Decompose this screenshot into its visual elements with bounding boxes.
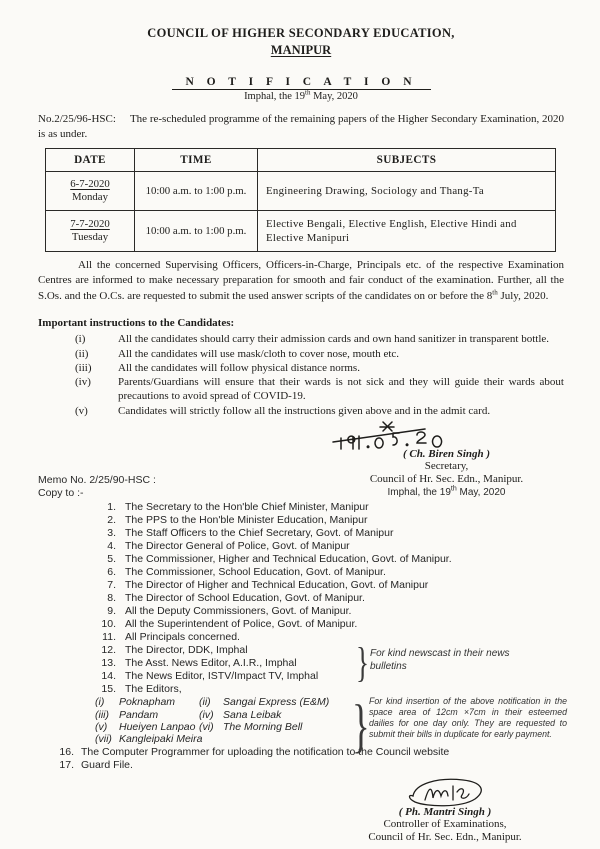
exam-time: 10:00 a.m. to 1:00 p.m. xyxy=(135,172,258,211)
reference-paragraph xyxy=(38,112,564,142)
instruction-item: (v) Candidates will strictly follow all the instructions given above and in the admit card. xyxy=(75,404,491,417)
copy-list-item: 8. The Director of School Education, Govt. of Manipur. xyxy=(107,592,365,605)
notification-place-date: Imphal, the 19th May, 2020 xyxy=(244,88,358,102)
newscast-brace: } xyxy=(356,640,370,687)
copy-list-item: 15. The Editors, xyxy=(101,683,182,696)
editors-row: (vii) Kangleipaki Meira xyxy=(95,733,203,746)
copy-list-item: 17. Guard File. xyxy=(59,758,133,771)
instructions-list xyxy=(38,333,564,418)
copy-to-list xyxy=(38,501,567,771)
instructions-heading: Important instructions to the Candidates: xyxy=(38,317,235,330)
exam-schedule-table xyxy=(45,148,556,252)
copy-list-item: 6. The Commissioner, School Education, Govt. of Manipur. xyxy=(107,566,386,579)
insertion-note: For kind insertion of the above notification in the space area of 12cm ×7cm in their esteemed dailies for one day only. They are requested to submit their bills in duplicate for early payment. xyxy=(369,696,567,739)
controller-handwritten-signature xyxy=(399,774,491,808)
secretary-handwritten-date-signature xyxy=(329,420,457,450)
exam-date: 6-7-2020 xyxy=(70,178,110,190)
org-name-line1: COUNCIL OF HIGHER SECONDARY EDUCATION, xyxy=(147,26,455,40)
table-row xyxy=(46,172,556,211)
copy-list-item: 16. The Computer Programmer for uploading the notification to the Council website xyxy=(59,745,450,758)
instruction-item: (iv) Parents/Guardians will ensure that their wards is not sick and they will guide their wards about precautions to avoid spread of COVID-19. xyxy=(75,376,564,403)
controller-signature-block xyxy=(330,774,560,844)
secretary-title: Secretary, xyxy=(424,460,469,473)
col-header-time: TIME xyxy=(135,149,258,172)
exam-day: Tuesday xyxy=(71,231,109,243)
reference-text: The re-scheduled programme of the remaining papers of the Higher Secondary Examination, 2020 is as under. xyxy=(38,113,564,140)
exam-subjects: Engineering Drawing, Sociology and Thang-Ta xyxy=(258,172,556,211)
insertion-brace: } xyxy=(352,692,370,759)
notification-header xyxy=(38,72,564,102)
copy-list-item: 3. The Staff Officers to the Chief Secretary, Govt. of Manipur xyxy=(107,527,394,540)
memo-number: Memo No. 2/25/90-HSC : xyxy=(38,474,156,487)
copy-list-item: 11. All Principals concerned. xyxy=(102,631,240,644)
col-header-date: DATE xyxy=(46,149,135,172)
controller-name: ( Ph. Mantri Singh ) xyxy=(398,805,492,818)
instruction-item: (ii) All the candidates will use mask/cloth to cover nose, mouth etc. xyxy=(75,347,400,360)
instruction-item: (iii) All the candidates will follow physical distance norms. xyxy=(75,362,360,374)
exam-date: 7-7-2020 xyxy=(70,218,110,230)
instruction-item: (i) All the candidates should carry their admission cards and own hand sanitizer in transparent bottle. xyxy=(75,333,550,346)
editors-row: (i) Poknapham (ii) Sangai Express (E&M) xyxy=(95,696,330,709)
table-row xyxy=(46,211,556,252)
copy-list-item: 7. The Director of Higher and Technical Education, Govt. of Manipur xyxy=(107,579,429,592)
controller-title: Controller of Examinations, xyxy=(383,817,507,830)
controller-org: Council of Hr. Sec. Edn., Manipur. xyxy=(368,830,522,843)
copy-list-item: 13. The Asst. News Editor, A.I.R., Imphal xyxy=(101,657,297,670)
copy-list-item: 5. The Commissioner, Higher and Technical Education, Govt. of Manipur. xyxy=(107,553,452,566)
copy-list-item: 9. All the Deputy Commissioners, Govt. of Manipur. xyxy=(107,605,352,618)
exam-subjects: Elective Bengali, Elective English, Elective Hindi and Elective Manipuri xyxy=(258,211,556,252)
newscast-note: For kind newscast in their news bulletins xyxy=(370,648,510,673)
secretary-name: ( Ch. Biren Singh ) xyxy=(402,448,491,461)
supervising-officers-paragraph: All the concerned Supervising Officers, Officers-in-Charge, Principals etc. of the respective Examination Centres are informed to make necessary preparation for smooth and fair conduct of the examination. Further, all the S.Os. and the O.Cs. are requested to submit the used answer scripts of the candidates on or before the 8th July, 2020. xyxy=(38,259,564,302)
editors-row: (iii) Pandam (iv) Sana Leibak xyxy=(95,708,282,721)
exam-day: Monday xyxy=(72,191,108,203)
notification-title: N O T I F I C A T I O N xyxy=(172,76,431,90)
copy-list-item: 14. The News Editor, ISTV/Impact TV, Imphal xyxy=(101,670,319,683)
reference-number: No.2/25/96-HSC: xyxy=(38,113,116,125)
table-header-row xyxy=(46,149,556,172)
col-header-subjects: SUBJECTS xyxy=(258,149,556,172)
secretary-org: Council of Hr. Sec. Edn., Manipur. xyxy=(369,473,524,486)
secretary-date: Imphal, the 19th May, 2020 xyxy=(387,486,506,499)
copy-list-item: 12. The Director, DDK, Imphal xyxy=(101,644,248,657)
copy-list-item: 10. All the Superintendent of Police, Govt. of Manipur. xyxy=(101,618,358,631)
copy-to-label: Copy to :- xyxy=(38,487,84,500)
copy-list-item: 2. The PPS to the Hon'ble Minister Education, Manipur xyxy=(107,514,368,527)
copy-list-item: 4. The Director General of Police, Govt. of Manipur xyxy=(107,540,350,553)
editors-row: (v) Hueiyen Lanpao (vi) The Morning Bell xyxy=(95,720,303,733)
exam-time: 10:00 a.m. to 1:00 p.m. xyxy=(135,211,258,252)
org-name-line2: MANIPUR xyxy=(270,43,332,57)
copy-list-item: 1. The Secretary to the Hon'ble Chief Minister, Manipur xyxy=(107,501,369,514)
